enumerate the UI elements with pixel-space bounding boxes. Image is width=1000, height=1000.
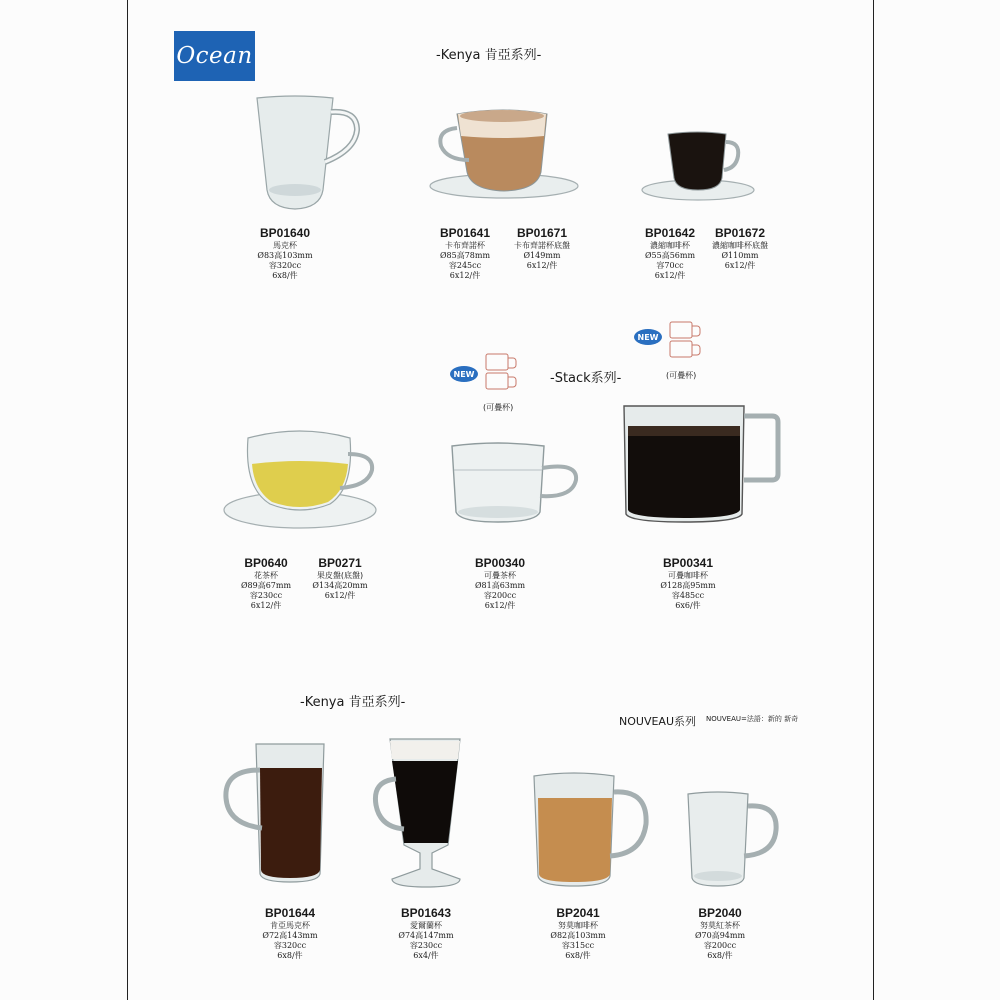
nouveau-coffee-cup-image: [530, 770, 652, 890]
product-size: Ø89高67mm: [240, 581, 292, 590]
product-name: 可疊咖啡杯: [668, 571, 708, 580]
product-label-bp01641: [422, 226, 508, 281]
product-capacity: 容315cc: [561, 941, 595, 950]
product-size: Ø82高103mm: [550, 931, 606, 940]
product-code: BP01642: [644, 226, 696, 240]
product-size: Ø72高143mm: [262, 931, 318, 940]
product-pack: 6x12/件: [526, 261, 558, 270]
stackable-caption: (可疊杯): [483, 403, 514, 412]
product-size: Ø55高56mm: [644, 251, 696, 260]
product-code: BP00341: [662, 556, 714, 570]
stackable-cups-icon-2: [668, 320, 702, 360]
product-size: Ø149mm: [523, 251, 561, 260]
product-label-bp2040: [678, 906, 762, 961]
right-border-line: [873, 0, 874, 1000]
product-pack: 6x6/件: [675, 601, 701, 610]
new-badge: NEW: [450, 366, 478, 382]
product-pack: 6x12/件: [324, 591, 356, 600]
product-pack: 6x4/件: [413, 951, 439, 960]
product-name: 卡布齊諾杯底盤: [514, 241, 570, 250]
product-capacity: 容70cc: [656, 261, 684, 270]
product-pack: 6x8/件: [272, 271, 298, 280]
nouveau-series-title: NOUVEAU系列: [619, 715, 696, 728]
product-name: 愛爾蘭杯: [410, 921, 442, 930]
product-size: Ø85高78mm: [439, 251, 491, 260]
product-name: 果皮盤(底盤): [316, 571, 364, 580]
product-label-bp2041: [536, 906, 620, 961]
product-pack: 6x12/件: [654, 271, 686, 280]
product-label-bp01644: [248, 906, 332, 961]
product-capacity: 容200cc: [703, 941, 737, 950]
product-name: 努莫咖啡杯: [558, 921, 598, 930]
ocean-logo: Ocean: [174, 31, 255, 81]
product-size: Ø70高94mm: [694, 931, 746, 940]
product-size: Ø134高20mm: [312, 581, 368, 590]
product-pack: 6x12/件: [250, 601, 282, 610]
product-label-bp00340: [460, 556, 540, 611]
product-name: 濃縮咖啡杯底盤: [712, 241, 768, 250]
product-label-bp00341: [646, 556, 730, 611]
stackable-tea-cup-image: [448, 440, 580, 524]
kenya-series-title-2: -Kenya 肯亞系列-: [300, 695, 406, 710]
mug-bp01640-image: [245, 92, 365, 217]
product-code: BP2041: [556, 906, 600, 920]
kenya-mug-bp01644-image: [220, 740, 330, 885]
stack-series-title: -Stack系列-: [550, 371, 622, 386]
product-size: Ø83高103mm: [257, 251, 313, 260]
product-label-bp0640: [226, 556, 306, 611]
product-label-bp0271: [300, 556, 380, 601]
product-label-bp01643: [384, 906, 468, 961]
cappuccino-cup-saucer-image: [427, 104, 582, 204]
stackable-coffee-cup-image: [622, 402, 780, 524]
product-label-bp01640: [240, 226, 330, 281]
product-pack: 6x8/件: [565, 951, 591, 960]
product-label-bp01671: [500, 226, 584, 271]
product-pack: 6x12/件: [484, 601, 516, 610]
product-size: Ø110mm: [721, 251, 759, 260]
product-code: BP2040: [698, 906, 742, 920]
product-label-bp01672: [700, 226, 780, 271]
product-code: BP0271: [318, 556, 362, 570]
product-capacity: 容200cc: [483, 591, 517, 600]
product-code: BP01644: [264, 906, 316, 920]
flower-tea-cup-saucer-image: [222, 424, 380, 532]
product-pack: 6x8/件: [707, 951, 733, 960]
product-capacity: 容230cc: [249, 591, 283, 600]
product-pack: 6x8/件: [277, 951, 303, 960]
product-capacity: 容230cc: [409, 941, 443, 950]
product-pack: 6x12/件: [724, 261, 756, 270]
product-name: 卡布齊諾杯: [445, 241, 485, 250]
left-border-line: [127, 0, 128, 1000]
stackable-cups-icon: [484, 352, 518, 392]
product-capacity: 容320cc: [268, 261, 302, 270]
kenya-series-title: -Kenya 肯亞系列-: [436, 48, 542, 63]
product-capacity: 容485cc: [671, 591, 705, 600]
product-size: Ø74高147mm: [398, 931, 454, 940]
product-name: 努莫紅茶杯: [700, 921, 740, 930]
product-code: BP01641: [439, 226, 491, 240]
product-name: 濃縮咖啡杯: [650, 241, 690, 250]
nouveau-subtitle: NOUVEAU=法語：新的 新奇: [706, 715, 799, 723]
espresso-cup-saucer-image: [640, 128, 758, 204]
product-capacity: 容320cc: [273, 941, 307, 950]
product-pack: 6x12/件: [449, 271, 481, 280]
product-name: 馬克杯: [273, 241, 297, 250]
product-code: BP01643: [400, 906, 452, 920]
irish-coffee-glass-image: [370, 735, 468, 893]
product-capacity: 容245cc: [448, 261, 482, 270]
product-code: BP0640: [244, 556, 288, 570]
product-code: BP01672: [714, 226, 766, 240]
new-badge-2: NEW: [634, 329, 662, 345]
product-code: BP01671: [516, 226, 568, 240]
product-name: 肯亞馬克杯: [270, 921, 310, 930]
product-size: Ø128高95mm: [660, 581, 716, 590]
nouveau-tea-cup-image: [684, 790, 782, 890]
product-code: BP00340: [474, 556, 526, 570]
product-name: 可疊茶杯: [484, 571, 516, 580]
product-name: 花茶杯: [254, 571, 278, 580]
product-size: Ø81高63mm: [474, 581, 526, 590]
stackable-caption-2: (可疊杯): [666, 371, 697, 380]
product-code: BP01640: [259, 226, 311, 240]
